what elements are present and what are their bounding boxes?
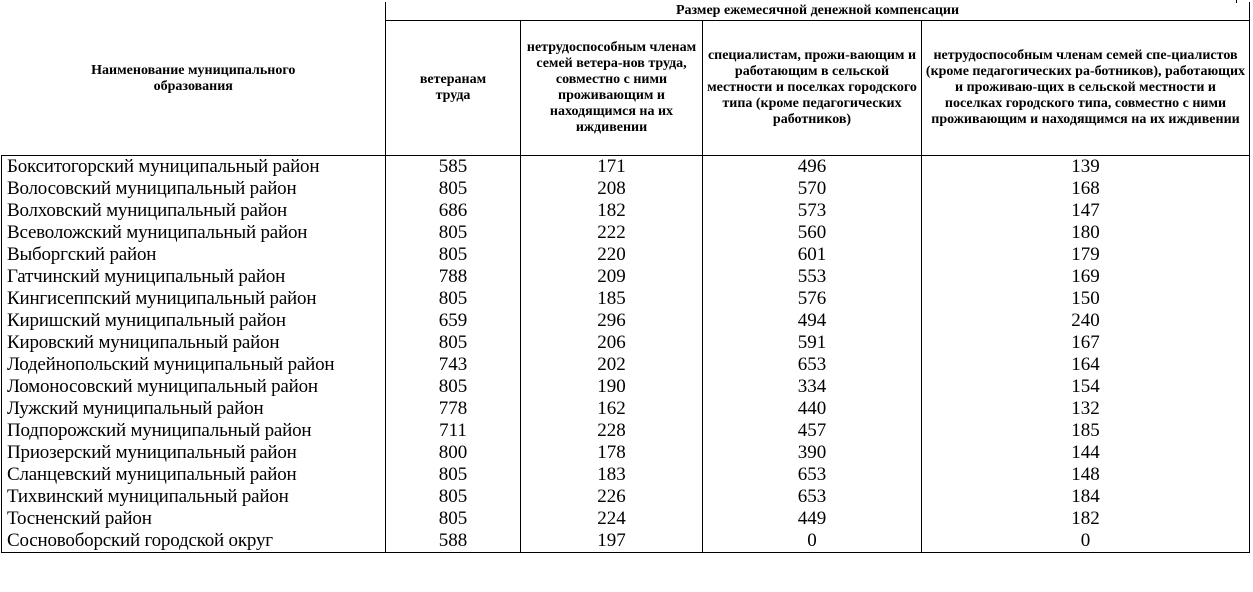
rural-specialists-value: 653 [703, 354, 922, 376]
municipality-name: Всеволожский муниципальный район [2, 222, 386, 244]
veterans-value: 588 [386, 530, 521, 553]
header-group-label: Размер ежемесячной денежной компенсации [675, 3, 960, 18]
table-row [2, 178, 1250, 200]
veteran-family-value: 206 [521, 332, 703, 354]
veterans-value: 788 [386, 266, 521, 288]
specialist-family-value: 154 [922, 376, 1250, 398]
table-row [2, 310, 1250, 332]
veteran-family-value: 162 [521, 398, 703, 420]
specialist-family-value: 184 [922, 486, 1250, 508]
compensation-table [1, 2, 1250, 553]
veteran-family-value: 182 [521, 200, 703, 222]
veterans-value: 805 [386, 288, 521, 310]
veteran-family-value: 183 [521, 464, 703, 486]
table-row [2, 486, 1250, 508]
veteran-family-value: 226 [521, 486, 703, 508]
table-row [2, 464, 1250, 486]
municipality-name: Бокситогорский муниципальный район [2, 156, 386, 179]
table-row [2, 530, 1250, 553]
specialist-family-value: 169 [922, 266, 1250, 288]
table-row [2, 442, 1250, 464]
veterans-value: 711 [386, 420, 521, 442]
veterans-value: 805 [386, 486, 521, 508]
veterans-value: 805 [386, 178, 521, 200]
header-col-label: нетрудоспособным членам семей спе-циалистов (кроме педагогических ра-ботников), работающих и проживаю-щих в сельской местности и поселках городского типа, совместно с ними проживающим и находящимся на их иждивении [925, 48, 1246, 127]
veteran-family-value: 296 [521, 310, 703, 332]
header-col-label: нетрудоспособным членам семей ветера-нов труда, совместно с ними проживающим и находящимся на их иждивении [526, 40, 697, 135]
specialist-family-value: 168 [922, 178, 1250, 200]
municipality-name: Киришский муниципальный район [2, 310, 386, 332]
specialist-family-value: 148 [922, 464, 1250, 486]
veterans-value: 805 [386, 508, 521, 530]
rural-specialists-value: 653 [703, 486, 922, 508]
municipality-name: Кингисеппский муниципальный район [2, 288, 386, 310]
veteran-family-value: 190 [521, 376, 703, 398]
rural-specialists-value: 576 [703, 288, 922, 310]
rural-specialists-value: 390 [703, 442, 922, 464]
rural-specialists-value: 570 [703, 178, 922, 200]
table-header [2, 2, 1250, 156]
table-row [2, 200, 1250, 222]
specialist-family-value: 240 [922, 310, 1250, 332]
municipality-name: Ломоносовский муниципальный район [2, 376, 386, 398]
rural-specialists-value: 457 [703, 420, 922, 442]
table-row [2, 354, 1250, 376]
specialist-family-value: 164 [922, 354, 1250, 376]
table-row [2, 244, 1250, 266]
veterans-value: 743 [386, 354, 521, 376]
header-compensation-group [386, 2, 1250, 21]
table-row [2, 398, 1250, 420]
municipality-name: Кировский муниципальный район [2, 332, 386, 354]
veterans-value: 800 [386, 442, 521, 464]
municipality-name: Выборгский район [2, 244, 386, 266]
veterans-value: 805 [386, 222, 521, 244]
veteran-family-value: 185 [521, 288, 703, 310]
rural-specialists-value: 553 [703, 266, 922, 288]
header-col-rural-specialists [703, 21, 922, 156]
veteran-family-value: 208 [521, 178, 703, 200]
municipality-name: Гатчинский муниципальный район [2, 266, 386, 288]
rural-specialists-value: 496 [703, 156, 922, 179]
veteran-family-value: 209 [521, 266, 703, 288]
specialist-family-value: 147 [922, 200, 1250, 222]
specialist-family-value: 144 [922, 442, 1250, 464]
rural-specialists-value: 449 [703, 508, 922, 530]
veterans-value: 805 [386, 332, 521, 354]
municipality-name: Подпорожский муниципальный район [2, 420, 386, 442]
veteran-family-value: 178 [521, 442, 703, 464]
table-row [2, 376, 1250, 398]
table-row [2, 288, 1250, 310]
rural-specialists-value: 601 [703, 244, 922, 266]
rural-specialists-value: 560 [703, 222, 922, 244]
rural-specialists-value: 440 [703, 398, 922, 420]
header-col-specialist-family [922, 21, 1250, 156]
rural-specialists-value: 573 [703, 200, 922, 222]
specialist-family-value: 180 [922, 222, 1250, 244]
municipality-name: Лодейнопольский муниципальный район [2, 354, 386, 376]
specialist-family-value: 139 [922, 156, 1250, 179]
municipality-name: Приозерский муниципальный район [2, 442, 386, 464]
table-row [2, 266, 1250, 288]
veterans-value: 686 [386, 200, 521, 222]
veteran-family-value: 197 [521, 530, 703, 553]
veteran-family-value: 171 [521, 156, 703, 179]
table-row [2, 222, 1250, 244]
veteran-family-value: 220 [521, 244, 703, 266]
table-row [2, 508, 1250, 530]
veteran-family-value: 202 [521, 354, 703, 376]
specialist-family-value: 0 [922, 530, 1250, 553]
table-row [2, 420, 1250, 442]
veterans-value: 585 [386, 156, 521, 179]
rural-specialists-value: 0 [703, 530, 922, 553]
specialist-family-value: 132 [922, 398, 1250, 420]
specialist-family-value: 150 [922, 288, 1250, 310]
header-col-veteran-family [521, 21, 703, 156]
municipality-name: Волховский муниципальный район [2, 200, 386, 222]
veteran-family-value: 222 [521, 222, 703, 244]
header-col-veterans [386, 21, 521, 156]
municipality-name: Тихвинский муниципальный район [2, 486, 386, 508]
veterans-value: 805 [386, 244, 521, 266]
municipality-name: Тосненский район [2, 508, 386, 530]
table-row [2, 332, 1250, 354]
rural-specialists-value: 591 [703, 332, 922, 354]
rural-specialists-value: 653 [703, 464, 922, 486]
veterans-value: 805 [386, 376, 521, 398]
veterans-value: 778 [386, 398, 521, 420]
veterans-value: 659 [386, 310, 521, 332]
header-col-label: специалистам, прожи-вающим и работающим в сельской местности и поселках городского типа (кроме педагогических работников) [707, 48, 917, 127]
header-municipality-label: Наименование муниципального образования [91, 62, 296, 94]
table-row [2, 156, 1250, 179]
municipality-name: Сосновоборский городской округ [2, 530, 386, 553]
table-body [2, 156, 1250, 553]
municipality-name: Лужский муниципальный район [2, 398, 386, 420]
rural-specialists-value: 334 [703, 376, 922, 398]
rural-specialists-value: 494 [703, 310, 922, 332]
municipality-name: Волосовский муниципальный район [2, 178, 386, 200]
header-col-label: ветеранам труда [419, 72, 487, 103]
veteran-family-value: 228 [521, 420, 703, 442]
specialist-family-value: 167 [922, 332, 1250, 354]
specialist-family-value: 182 [922, 508, 1250, 530]
specialist-family-value: 185 [922, 420, 1250, 442]
header-municipality [2, 2, 386, 156]
veteran-family-value: 224 [521, 508, 703, 530]
municipality-name: Сланцевский муниципальный район [2, 464, 386, 486]
veterans-value: 805 [386, 464, 521, 486]
specialist-family-value: 179 [922, 244, 1250, 266]
